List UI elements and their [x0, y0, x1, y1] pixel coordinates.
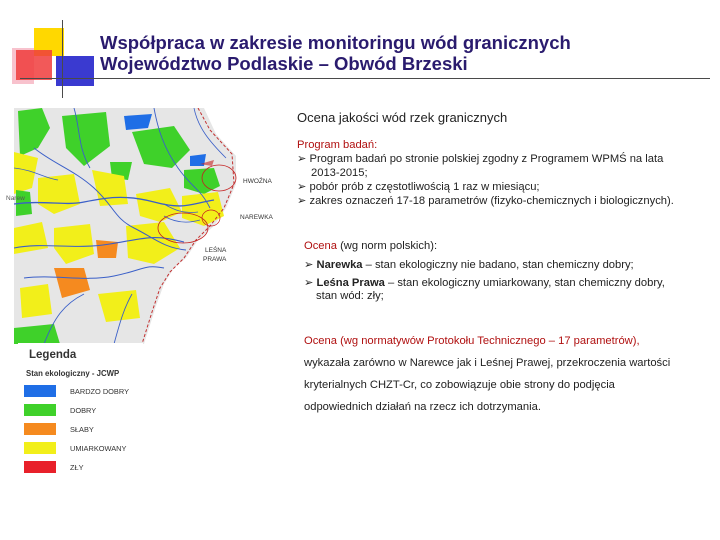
- legend-item-label: UMIARKOWANY: [70, 444, 127, 453]
- legend-swatch: [24, 423, 56, 435]
- assessment-item-narewka: ➢ Narewka – stan ekologiczny nie badano, stan chemiczny dobry;: [304, 259, 634, 271]
- map-label-narewka: NAREWKA: [240, 214, 273, 221]
- program-bullet-3: ➢ zakres oznaczeń 17-18 parametrów (fizyko-chemicznych i biologicznych).: [297, 195, 674, 207]
- protocol-heading-red2: (wg normatywów Protokołu Technicznego – 17 parametrów),: [336, 335, 640, 347]
- slide-subtitle: Ocena jakości wód rzek granicznych: [297, 110, 508, 125]
- legend-title: Legenda: [29, 349, 77, 361]
- assessment-heading-red: Ocena: [304, 240, 337, 252]
- legend-swatch: [24, 442, 56, 454]
- legend-subtitle: Stan ekologiczny - JCWP: [26, 369, 120, 378]
- map-label-lesna: LEŚNA: [205, 247, 227, 254]
- map-label-hwozna: HWOŹNA: [243, 178, 272, 185]
- program-bullet-2-text: pobór prób z częstotliwością 1 raz w miesiącu;: [309, 181, 540, 193]
- assessment-item-lesna-name: Leśna Prawa: [316, 277, 385, 289]
- map-legend: [18, 343, 143, 478]
- program-bullet-1-cont: 2013-2015;: [311, 167, 368, 179]
- protocol-line-2: kryterialnych CHZT-Cr, co zobowiązuje obie strony do podjęcia: [304, 379, 615, 391]
- legend-item-label: BARDZO DOBRY: [70, 387, 129, 396]
- protocol-heading-red: Ocena: [304, 335, 337, 347]
- protocol-line-1: wykazała zarówno w Narewce jak i Leśnej Prawej, przekroczenia wartości: [304, 357, 671, 369]
- assessment-item-lesna: ➢ Leśna Prawa – stan ekologiczny umiarkowany, stan chemiczny dobry,: [304, 277, 665, 289]
- legend-item-label: DOBRY: [70, 406, 97, 415]
- slide-title-line2: Województwo Podlaskie – Obwód Brzeski: [100, 53, 468, 74]
- assessment-item-lesna-cont: stan wód: zły;: [316, 290, 384, 302]
- program-heading: Program badań:: [297, 139, 378, 151]
- assessment-item-narewka-name: Narewka: [316, 259, 363, 271]
- program-bullet-2: ➢ pobór prób z częstotliwością 1 raz w miesiącu;: [297, 181, 540, 193]
- program-bullet-1: ➢ Program badań po stronie polskiej zgodny z Programem WPMŚ na lata: [297, 153, 664, 165]
- protocol-line-3: odpowiednich działań na rzecz ich dotrzymania.: [304, 401, 541, 413]
- assessment-heading: [304, 240, 437, 252]
- legend-swatch: [24, 404, 56, 416]
- decor-vertical-line: [62, 20, 63, 98]
- protocol-heading: [304, 335, 640, 347]
- legend-swatch: [24, 461, 56, 473]
- program-bullet-1-text: Program badań po stronie polskiej zgodny z Programem WPMŚ na lata: [309, 153, 664, 165]
- slide-title-line1: Współpraca w zakresie monitoringu wód granicznych: [100, 32, 571, 53]
- decor-square-red: [16, 50, 52, 80]
- map-label-left: Narew: [6, 195, 25, 202]
- map-label-prawa: PRAWA: [203, 256, 227, 263]
- assessment-item-narewka-text: – stan ekologiczny nie badano, stan chemiczny dobry;: [362, 259, 634, 271]
- legend-swatch: [24, 385, 56, 397]
- decor-horizontal-line: [20, 78, 710, 79]
- legend-item-label: SŁABY: [70, 425, 94, 434]
- river-map: [14, 108, 262, 344]
- legend-item-label: ZŁY: [70, 463, 84, 472]
- assessment-item-lesna-text: – stan ekologiczny umiarkowany, stan chemiczny dobry,: [384, 277, 665, 289]
- program-bullet-3-text: zakres oznaczeń 17-18 parametrów (fizyko-chemicznych i biologicznych).: [309, 195, 674, 207]
- assessment-heading-rest: (wg norm polskich):: [336, 240, 438, 252]
